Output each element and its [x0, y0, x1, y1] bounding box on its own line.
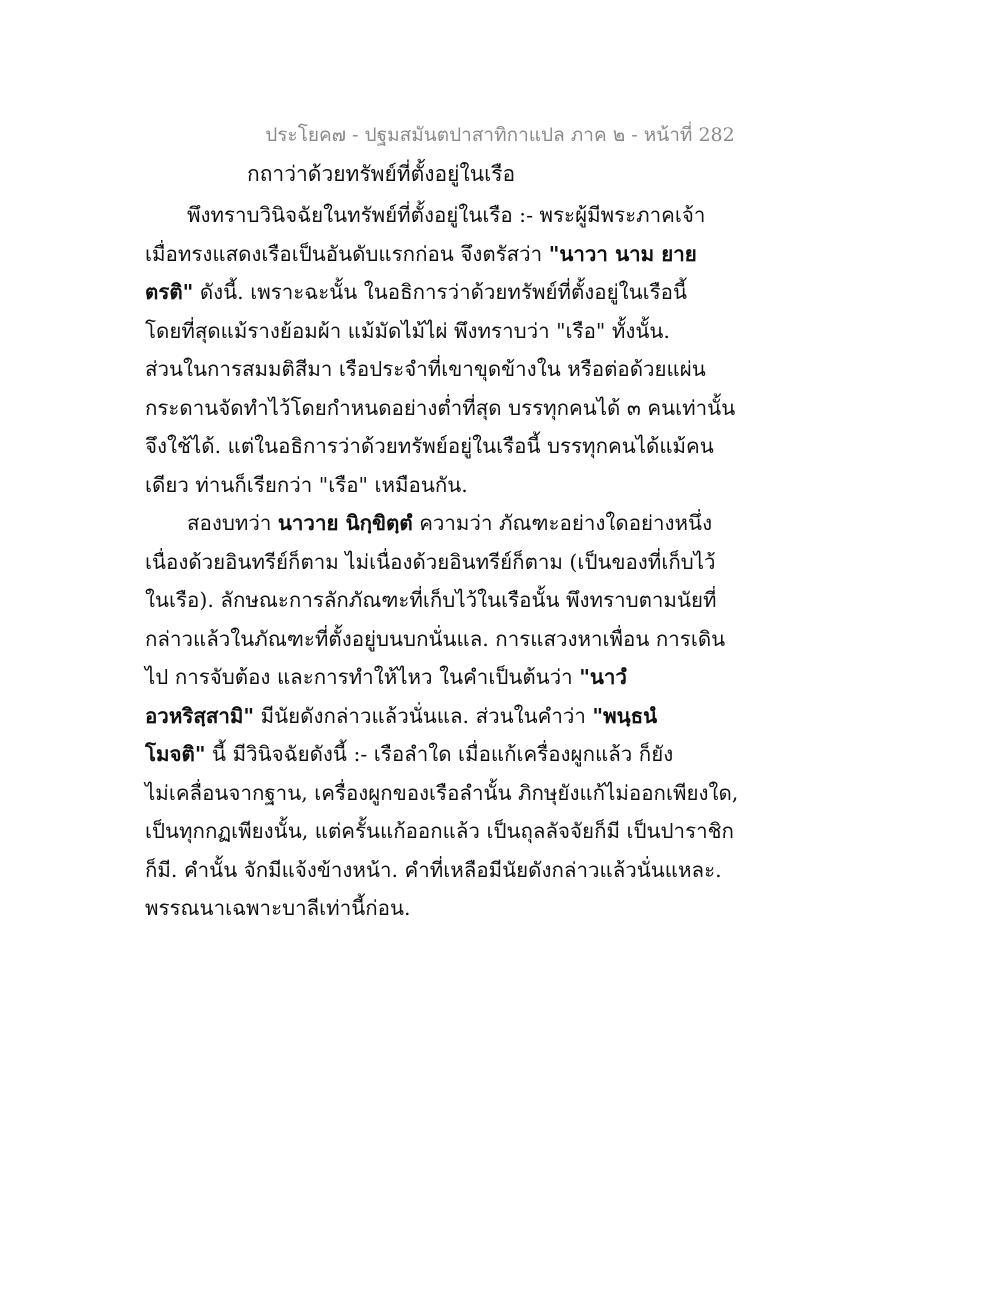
text-run: กระดานจัดทำไว้โดยกำหนดอย่างต่ำที่สุด บรรทุกคนได้ ๓ คนเท่านั้น: [145, 395, 736, 420]
text-line: [145, 812, 734, 851]
text-line: [145, 697, 705, 736]
text-line: [145, 543, 716, 582]
text-run: นี้ มีวินิจฉัยดังนี้ :- เรือลำใด เมื่อแก้เครื่องผูกแล้ว ก็ยัง: [205, 742, 674, 766]
text-line: [145, 235, 705, 274]
text-line: [145, 851, 722, 890]
text-line: [145, 466, 705, 505]
text-run: จึงใช้ได้. แต่ในอธิการว่าด้วยทรัพย์อยู่ในเรือนี้ บรรทุกคนได้แม้คน: [145, 434, 714, 458]
text-line: [145, 658, 705, 697]
text-run: ไม่เคลื่อนจากฐาน, เครื่องผูกของเรือลำนั้น ภิกษุยังแก้ไม่ออกเพียงใด,: [145, 780, 739, 805]
bold-pali-term: นาวาย นิกฺขิตฺตํ: [277, 511, 413, 535]
running-header: [0, 120, 1000, 150]
paragraph: [145, 196, 736, 504]
text-run: ส่วนในการสมมติสีมา เรือประจำที่เขาขุดข้างใน หรือต่อด้วยแผ่น: [145, 357, 706, 381]
text-line: [145, 350, 705, 389]
text-run: เดียว ท่านก็เรียกว่า "เรือ" เหมือนกัน.: [145, 472, 468, 497]
text-line: [145, 389, 736, 428]
text-run: เนื่องด้วยอินทรีย์ก็ตาม ไม่เนื่องด้วยอินทรีย์ก็ตาม (เป็นของที่เก็บไว้: [145, 549, 716, 574]
text-run: พรรณนาเฉพาะบาลีเท่านี้ก่อน.: [145, 896, 411, 920]
text-run: ความว่า ภัณฑะอย่างใดอย่างหนึ่ง: [412, 511, 713, 535]
text-run: ในเรือ). ลักษณะการลักภัณฑะที่เก็บไว้ในเรือนั้น พึงทราบตามนัยที่: [145, 588, 717, 612]
paragraph: [145, 504, 739, 928]
body-text: [145, 196, 739, 928]
text-line: [145, 889, 705, 928]
text-run: สองบทว่า: [187, 511, 278, 535]
text-line: [145, 504, 713, 543]
text-run: เมื่อทรงแสดงเรือเป็นอันดับแรกก่อน จึงตรัสว่า: [145, 241, 549, 266]
text-line: [145, 581, 717, 620]
bold-pali-term: อวหริสฺสามิ": [145, 703, 255, 728]
bold-pali-term: "นาวา นาม ยาย: [548, 241, 697, 266]
text-run: พึงทราบวินิจฉัยในทรัพย์ที่ตั้งอยู่ในเรือ :- พระผู้มีพระภาคเจ้า: [187, 203, 706, 227]
text-line: [145, 427, 714, 466]
text-line: [145, 196, 705, 235]
text-line: [145, 312, 705, 351]
section-heading: กถาว่าด้วยทรัพย์ที่ตั้งอยู่ในเรือ: [247, 162, 516, 186]
text-line: [145, 620, 726, 659]
bold-pali-term: ตรติ": [145, 280, 194, 304]
bold-pali-term: "พนฺธนํ: [592, 703, 658, 728]
text-run: ก็มี. คำนั้น จักมีแจ้งข้างหน้า. คำที่เหลือมีนัยดังกล่าวแล้วนั่นแหละ.: [145, 857, 722, 882]
text-run: เป็นทุกกฏเพียงนั้น, แต่ครั้นแก้ออกแล้ว เป็นถุลลัจจัยก็มี เป็นปาราชิก: [145, 819, 734, 843]
running-header-text: ประโยค๗ - ปฐมสมันตปาสาทิกาแปล ภาค ๒ - หน้าที่ 282: [265, 124, 735, 146]
text-line: [145, 735, 705, 774]
bold-pali-term: "นาวํ: [579, 665, 627, 689]
text-line: [145, 273, 705, 312]
bold-pali-term: โมจติ": [145, 742, 206, 766]
text-line: [145, 774, 739, 813]
text-run: โดยที่สุดแม้รางย้อมผ้า แม้มัดไม้ไผ่ พึงทราบว่า "เรือ" ทั้งนั้น.: [145, 318, 670, 343]
text-run: มีนัยดังกล่าวแล้วนั่นแล. ส่วนในคำว่า: [254, 703, 593, 728]
text-run: ดังนี้. เพราะฉะนั้น ในอธิการว่าด้วยทรัพย์ที่ตั้งอยู่ในเรือนี้: [193, 280, 687, 304]
text-run: ไป การจับต้อง และการทำให้ไหว ในคำเป็นต้นว่า: [145, 665, 580, 689]
text-run: กล่าวแล้วในภัณฑะที่ตั้งอยู่บนบกนั่นแล. การแสวงหาเพื่อน การเดิน: [145, 626, 726, 651]
